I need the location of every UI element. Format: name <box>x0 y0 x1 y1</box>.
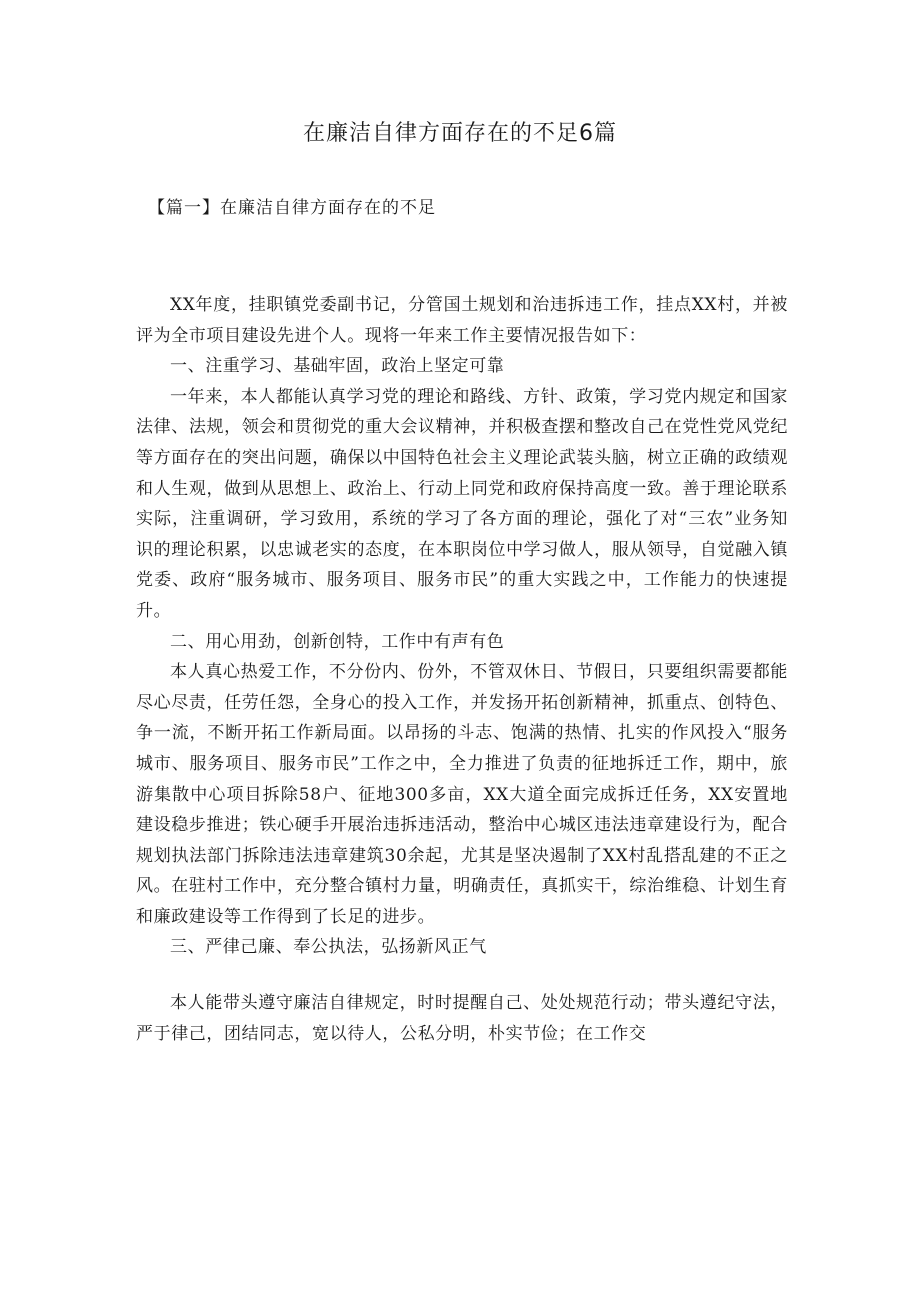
heading-one: 一、注重学习、基础牢固，政治上坚定可靠 <box>170 356 505 377</box>
document-title: 在廉洁自律方面存在的不足6篇 <box>303 121 617 146</box>
section-heading: 【篇一】在廉洁自律方面存在的不足 <box>148 198 436 218</box>
paragraph-study: 一年来，本人都能认真学习党的理论和路线、方针、政策，学习党内规定和国家法律、法规，领会和贯彻党的重大会议精神，并积极查摆和整改自己在党性党风党纪等方面存在的突出问题，确保以中国特色社会主义理论武装头脑，树立正确的政绩观和人生观，做到从思想上、政治上、行动上同党和政府保持高度一致。善于理论联系实际，注重调研，学习致用，系统的学习了各方面的理论，强化了对“三农”业务知识的理论积累，以忠诚老实的态度，在本职岗位中学习做人，服从领导，自觉融入镇党委、政府“服务城市、服务项目、服务市民”的重大实践之中，工作能力的快速提升。 <box>136 386 788 621</box>
heading-three: 三、严律己廉、奉公执法，弘扬新风正气 <box>170 937 487 958</box>
document-body <box>136 290 788 1049</box>
paragraph-intro: XX年度，挂职镇党委副书记，分管国土规划和治违拆违工作，挂点XX村，并被评为全市项目建设先进个人。现将一年来工作主要情况报告如下： <box>136 295 788 346</box>
paragraph-work: 本人真心热爱工作，不分份内、份外，不管双休日、节假日，只要组织需要都能尽心尽责，任劳任怨，全身心的投入工作，并发扬开拓创新精神，抓重点、创特色、争一流，不断开拓工作新局面。以昂扬的斗志、饱满的热情、扎实的作风投入“服务城市、服务项目、服务市民”工作之中，全力推进了负责的征地拆迁工作，期中，旅游集散中心项目拆除58户、征地300多亩，XX大道全面完成拆迁任务，XX安置地建设稳步推进；铁心硬手开展治违拆违活动，整治中心城区违法违章建设行为，配合规划执法部门拆除违法违章建筑30余起，尤其是坚决遏制了XX村乱搭乱建的不正之风。在驻村工作中，充分整合镇村力量，明确责任，真抓实干，综治维稳、计划生育和廉政建设等工作得到了长足的进步。 <box>136 662 788 927</box>
heading-two: 二、用心用劲，创新创特，工作中有声有色 <box>170 631 505 652</box>
paragraph-integrity: 本人能带头遵守廉洁自律规定，时时提醒自己、处处规范行动；带头遵纪守法，严于律己，团结同志，宽以待人，公私分明，朴实节俭；在工作交 <box>136 993 788 1044</box>
